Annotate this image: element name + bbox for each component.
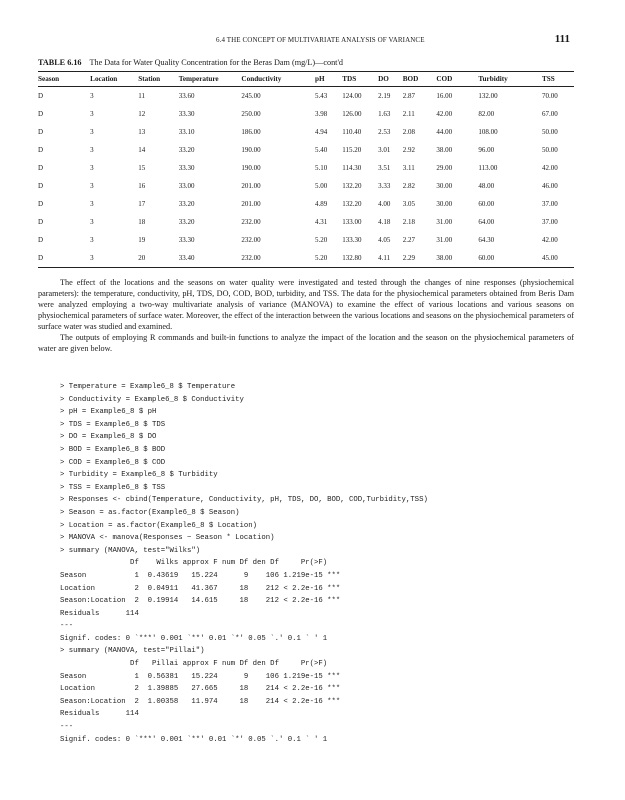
code-line: > TDS = Example6_8 $ TDS — [60, 420, 166, 429]
table-cell: 50.00 — [541, 146, 558, 154]
code-line: Location 2 0.04911 41.367 18 212 < 2.2e-16 *** — [60, 584, 341, 593]
table-cell: 33.10 — [178, 128, 195, 136]
table-cell: 132.20 — [342, 200, 362, 208]
table-cell: 1.63 — [378, 110, 391, 118]
table-cell: 46.00 — [541, 182, 558, 190]
table-cell: 5.40 — [315, 146, 328, 154]
table-cell: 11 — [138, 92, 145, 100]
table-cell: 5.00 — [315, 182, 328, 190]
table-cell: 64.30 — [478, 236, 495, 244]
table-row — [38, 249, 574, 268]
table-cell: 4.89 — [315, 200, 328, 208]
table-row — [38, 105, 574, 123]
table-header-row — [38, 72, 574, 87]
table-cell: 126.00 — [342, 110, 362, 118]
table-cell: 37.00 — [541, 218, 558, 226]
table-cell: 3.11 — [402, 164, 415, 172]
table-cell: 3 — [90, 249, 138, 268]
table-cell: 190.00 — [241, 146, 261, 154]
r-code-output — [60, 381, 428, 746]
col-header: Temperature — [179, 72, 242, 87]
table-cell: D — [38, 218, 44, 226]
table-cell: 133.30 — [342, 236, 362, 244]
running-header — [64, 34, 570, 48]
table-cell: 42.00 — [541, 236, 558, 244]
col-header: Turbidity — [478, 72, 542, 87]
table-cell: 70.00 — [541, 92, 558, 100]
body-text — [38, 277, 574, 354]
table-cell: 2.29 — [403, 249, 437, 268]
table-cell: 64.00 — [478, 218, 495, 226]
table-cell: 2.82 — [402, 182, 415, 190]
code-line: > summary (MANOVA, test="Pillai") — [60, 647, 205, 656]
table-cell: D — [38, 128, 44, 136]
table-cell: 3.05 — [402, 200, 415, 208]
table-cell: 33.20 — [178, 218, 195, 226]
table-cell: 60.00 — [478, 249, 542, 268]
table-cell: 3 — [90, 128, 94, 136]
table-cell: 3.33 — [378, 182, 391, 190]
code-line: > BOD = Example6_8 $ BOD — [60, 445, 166, 454]
paragraph: The outputs of employing R commands and built-in functions to analyze the impact of the location and the season on the physiochemical parameters of water are given below. — [38, 333, 574, 353]
table-cell: 16 — [138, 182, 146, 190]
table-cell: 15 — [138, 164, 146, 172]
table-cell: 33.30 — [178, 236, 195, 244]
table-cell: 12 — [138, 110, 146, 118]
table-cell: D — [38, 110, 44, 118]
col-header: COD — [436, 72, 478, 87]
table-cell: 33.30 — [178, 110, 195, 118]
code-line: > pH = Example6_8 $ pH — [60, 408, 157, 417]
table-cell: 3 — [90, 92, 94, 100]
code-line: Season:Location 2 0.19914 14.615 18 212 < 2.2e-16 *** — [60, 597, 341, 606]
table-title: The Data for Water Quality Concentration for the Beras Dam (mg/L)—cont'd — [89, 58, 344, 67]
table-cell: 3.98 — [315, 110, 328, 118]
table-cell: 3.51 — [378, 164, 391, 172]
table-cell: 20 — [138, 249, 179, 268]
table-cell: 5.43 — [315, 92, 328, 100]
table-cell: 44.00 — [436, 128, 453, 136]
table-cell: 31.00 — [436, 236, 453, 244]
water-quality-table — [38, 71, 574, 268]
table-row — [38, 141, 574, 159]
code-line: > DO = Example6_8 $ DO — [60, 433, 157, 442]
code-line: Location 2 1.39885 27.665 18 214 < 2.2e-16 *** — [60, 685, 341, 694]
table-cell: 33.60 — [178, 92, 195, 100]
table-cell: 13 — [138, 128, 146, 136]
table-cell: 18 — [138, 218, 146, 226]
table-cell: 2.18 — [402, 218, 415, 226]
table-cell: 250.00 — [241, 110, 261, 118]
table-cell: 2.19 — [378, 92, 391, 100]
table-caption — [38, 58, 343, 67]
table-cell: 48.00 — [478, 182, 495, 190]
table-cell: 4.05 — [378, 236, 391, 244]
table-cell: 2.08 — [402, 128, 415, 136]
table-cell: 5.20 — [315, 249, 342, 268]
table-cell: 3 — [90, 110, 94, 118]
table-cell: 30.00 — [436, 200, 453, 208]
table-label: TABLE 6.16 — [38, 58, 82, 67]
table-cell: D — [38, 200, 44, 208]
table-cell: 17 — [138, 200, 146, 208]
table-cell: 113.00 — [478, 164, 498, 172]
table-cell: 3 — [90, 218, 94, 226]
col-header: Conductivity — [241, 72, 315, 87]
table-cell: 14 — [138, 146, 146, 154]
table-cell: 201.00 — [241, 182, 261, 190]
table-row — [38, 123, 574, 141]
table-cell: 5.20 — [315, 236, 328, 244]
table-cell: 4.31 — [315, 218, 328, 226]
table-cell: 31.00 — [436, 218, 453, 226]
code-line: Residuals 114 — [60, 609, 139, 618]
table-cell: 115.20 — [342, 146, 362, 154]
table-cell: 16.00 — [436, 92, 453, 100]
col-header: Station — [138, 72, 179, 87]
code-line: > Season = as.factor(Example6_8 $ Season) — [60, 508, 240, 517]
table-cell: 132.00 — [478, 92, 498, 100]
table-cell: D — [38, 236, 44, 244]
table-cell: 67.00 — [541, 110, 558, 118]
table-row — [38, 177, 574, 195]
code-line: Df Pillai approx F num Df den Df Pr(>F) — [60, 660, 328, 669]
table-cell: 33.20 — [178, 200, 195, 208]
table-cell: 232.00 — [241, 236, 261, 244]
code-line: Season:Location 2 1.00358 11.974 18 214 < 2.2e-16 *** — [60, 697, 341, 706]
table-row — [38, 195, 574, 213]
table-cell: 4.11 — [378, 249, 403, 268]
code-line: > TSS = Example6_8 $ TSS — [60, 483, 166, 492]
code-line: Season 1 0.56381 15.224 9 106 1.219e-15 *** — [60, 672, 341, 681]
table-cell: 33.30 — [178, 164, 195, 172]
table-cell: 114.30 — [342, 164, 362, 172]
table-cell: 232.00 — [241, 218, 261, 226]
code-line: > Responses <- cbind(Temperature, Conductivity, pH, TDS, DO, BOD, COD,Turbidity,TSS) — [60, 496, 428, 505]
table-cell: 108.00 — [478, 128, 498, 136]
page-number: 111 — [554, 33, 570, 45]
table-cell: 3 — [90, 236, 94, 244]
table-cell: 232.00 — [241, 249, 315, 268]
table-cell: 245.00 — [241, 92, 261, 100]
table-cell: 38.00 — [436, 249, 478, 268]
table-cell: 4.18 — [378, 218, 391, 226]
running-head-text: 6.4 THE CONCEPT OF MULTIVARIATE ANALYSIS OF VARIANCE — [216, 36, 425, 44]
code-line: > Turbidity = Example6_8 $ Turbidity — [60, 471, 218, 480]
table-body — [38, 87, 574, 268]
table-cell: 33.40 — [179, 249, 242, 268]
table-cell: D — [38, 249, 90, 268]
col-header: BOD — [403, 72, 437, 87]
table-cell: 3 — [90, 200, 94, 208]
col-header: TDS — [342, 72, 378, 87]
table-cell: 4.94 — [315, 128, 328, 136]
table-cell: 133.00 — [342, 218, 362, 226]
col-header: Season — [38, 72, 90, 87]
table-cell: 190.00 — [241, 164, 261, 172]
table-cell: 3.01 — [378, 146, 391, 154]
table-cell: 96.00 — [478, 146, 495, 154]
table-cell: 60.00 — [478, 200, 495, 208]
table-cell: 2.87 — [402, 92, 415, 100]
table-cell: 201.00 — [241, 200, 261, 208]
code-line: Df Wilks approx F num Df den Df Pr(>F) — [60, 559, 328, 568]
code-line: > Conductivity = Example6_8 $ Conductivity — [60, 395, 244, 404]
table-cell: 132.80 — [342, 249, 378, 268]
table-cell: 82.00 — [478, 110, 495, 118]
table-cell: 29.00 — [436, 164, 453, 172]
code-line: > COD = Example6_8 $ COD — [60, 458, 166, 467]
table-row — [38, 87, 574, 106]
code-line: > Location = as.factor(Example6_8 $ Location) — [60, 521, 258, 530]
table-cell: 3 — [90, 182, 94, 190]
table-row — [38, 213, 574, 231]
table-cell: 42.00 — [436, 110, 453, 118]
col-header: pH — [315, 72, 342, 87]
table-cell: 42.00 — [541, 164, 558, 172]
table-row — [38, 159, 574, 177]
table-cell: 33.00 — [178, 182, 195, 190]
col-header: DO — [378, 72, 403, 87]
table-cell: 132.20 — [342, 182, 362, 190]
table-row — [38, 231, 574, 249]
code-line: > MANOVA <- manova(Responses ~ Season * Location) — [60, 534, 275, 543]
table-cell: 186.00 — [241, 128, 261, 136]
table-cell: 50.00 — [541, 128, 558, 136]
code-line: Signif. codes: 0 `***' 0.001 `**' 0.01 `*' 0.05 `.' 0.1 ` ' 1 — [60, 735, 328, 744]
code-line: Season 1 0.43619 15.224 9 106 1.219e-15 *** — [60, 571, 341, 580]
table-cell: 2.53 — [378, 128, 391, 136]
table-cell: D — [38, 164, 44, 172]
code-line: Signif. codes: 0 `***' 0.001 `**' 0.01 `*' 0.05 `.' 0.1 ` ' 1 — [60, 634, 328, 643]
table-cell: D — [38, 146, 44, 154]
table-cell: 124.00 — [342, 92, 362, 100]
table-cell: D — [38, 92, 44, 100]
table-cell: 110.40 — [342, 128, 362, 136]
table-cell: 5.10 — [315, 164, 328, 172]
table-cell: 30.00 — [436, 182, 453, 190]
col-header: TSS — [542, 72, 574, 87]
table-cell: 37.00 — [541, 200, 558, 208]
table-cell: 2.92 — [402, 146, 415, 154]
code-line: --- — [60, 723, 74, 732]
table-cell: 4.00 — [378, 200, 391, 208]
table-cell: 45.00 — [542, 249, 574, 268]
table-cell: 3 — [90, 146, 94, 154]
code-line: > Temperature = Example6_8 $ Temperature — [60, 383, 236, 391]
table-cell: 3 — [90, 164, 94, 172]
table-cell: 38.00 — [436, 146, 453, 154]
code-line: --- — [60, 622, 74, 631]
col-header: Location — [90, 72, 138, 87]
table-cell: D — [38, 182, 44, 190]
table-cell: 2.11 — [402, 110, 415, 118]
code-line: > summary (MANOVA, test="Wilks") — [60, 546, 201, 555]
table-cell: 19 — [138, 236, 146, 244]
code-line: Residuals 114 — [60, 710, 139, 719]
paragraph: The effect of the locations and the seasons on water quality were investigated and tested through the changes of nine responses (physiochemical parameters): the temperature, conductivity, pH, TDS, DO, COD, BOD, turbidity, and TSS. The data for the physiochemical parameters obtained from Beris Dam were analyzed employing a two-way multivariate analysis of variance (MANOVA) to examine the effect of various locations and various seasons on physiochemical parameters of surface water. Moreover, the effect of the interaction between the various locations and seasons on the physiochemical parameters of surface water was studied and examined. — [38, 278, 574, 331]
table-cell: 33.20 — [178, 146, 195, 154]
table-cell: 2.27 — [402, 236, 415, 244]
